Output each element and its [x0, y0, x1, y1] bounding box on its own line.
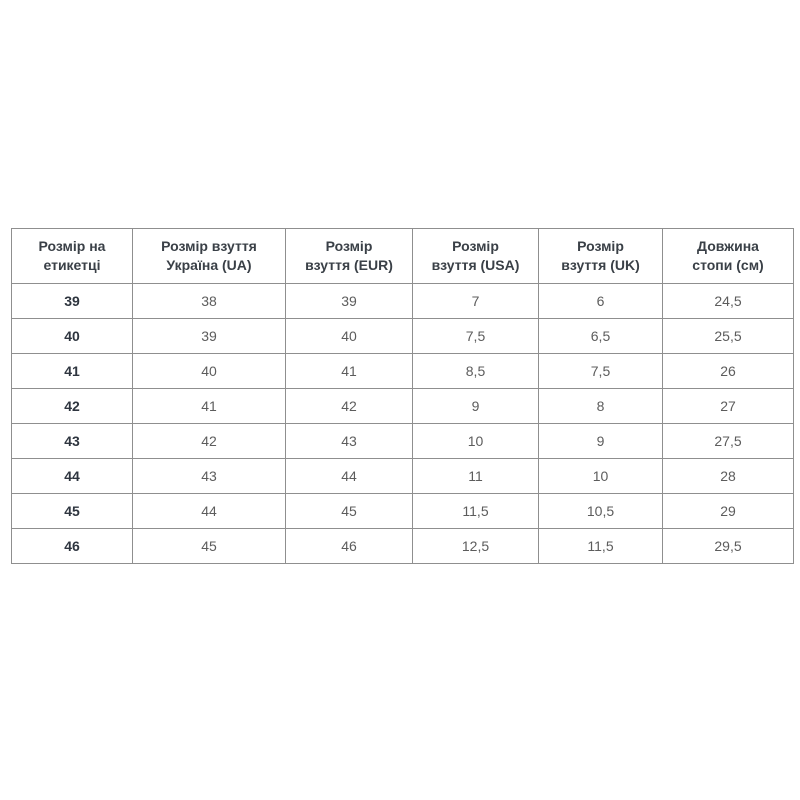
- header-text: взуття (EUR): [305, 257, 393, 273]
- cell-foot-length: 29: [663, 494, 794, 529]
- cell-foot-length: 26: [663, 354, 794, 389]
- table-row: [12, 459, 794, 494]
- cell-eur-size: 45: [286, 494, 413, 529]
- header-text: Розмір взуття: [161, 238, 257, 254]
- cell-eur-size: 44: [286, 459, 413, 494]
- cell-eur-size: 43: [286, 424, 413, 459]
- shoe-size-conversion-table: [11, 228, 794, 564]
- header-text: взуття (USA): [431, 257, 520, 273]
- cell-foot-length: 27: [663, 389, 794, 424]
- cell-uk-size: 10,5: [539, 494, 663, 529]
- cell-eur-size: 46: [286, 529, 413, 564]
- cell-usa-size: 11: [413, 459, 539, 494]
- cell-usa-size: 9: [413, 389, 539, 424]
- column-header-uk-size: [539, 229, 663, 284]
- cell-ua-size: 40: [133, 354, 286, 389]
- table-row: [12, 424, 794, 459]
- table-row: [12, 284, 794, 319]
- header-text: Розмір: [452, 238, 499, 254]
- cell-usa-size: 10: [413, 424, 539, 459]
- cell-ua-size: 41: [133, 389, 286, 424]
- cell-foot-length: 25,5: [663, 319, 794, 354]
- header-text: етикетці: [43, 257, 101, 273]
- column-header-ua-size: [133, 229, 286, 284]
- column-header-label-size: [12, 229, 133, 284]
- cell-usa-size: 8,5: [413, 354, 539, 389]
- table-row: [12, 319, 794, 354]
- cell-foot-length: 29,5: [663, 529, 794, 564]
- cell-ua-size: 38: [133, 284, 286, 319]
- table-header-row: [12, 229, 794, 284]
- cell-ua-size: 42: [133, 424, 286, 459]
- cell-ua-size: 44: [133, 494, 286, 529]
- cell-label-size: 40: [12, 319, 133, 354]
- cell-uk-size: 9: [539, 424, 663, 459]
- cell-eur-size: 39: [286, 284, 413, 319]
- cell-label-size: 44: [12, 459, 133, 494]
- cell-uk-size: 6,5: [539, 319, 663, 354]
- cell-usa-size: 12,5: [413, 529, 539, 564]
- table-row: [12, 389, 794, 424]
- cell-label-size: 42: [12, 389, 133, 424]
- header-text: стопи (см): [692, 257, 764, 273]
- cell-eur-size: 40: [286, 319, 413, 354]
- column-header-usa-size: [413, 229, 539, 284]
- cell-uk-size: 11,5: [539, 529, 663, 564]
- cell-foot-length: 27,5: [663, 424, 794, 459]
- table-row: [12, 494, 794, 529]
- header-text: Розмір на: [38, 238, 106, 254]
- cell-foot-length: 28: [663, 459, 794, 494]
- header-text: Довжина: [697, 238, 759, 254]
- cell-uk-size: 7,5: [539, 354, 663, 389]
- cell-eur-size: 41: [286, 354, 413, 389]
- header-text: Розмір: [325, 238, 373, 254]
- cell-label-size: 39: [12, 284, 133, 319]
- cell-eur-size: 42: [286, 389, 413, 424]
- cell-uk-size: 10: [539, 459, 663, 494]
- column-header-foot-length: [663, 229, 794, 284]
- column-header-eur-size: [286, 229, 413, 284]
- cell-label-size: 41: [12, 354, 133, 389]
- header-text: Розмір: [577, 238, 624, 254]
- cell-label-size: 46: [12, 529, 133, 564]
- cell-label-size: 43: [12, 424, 133, 459]
- cell-ua-size: 39: [133, 319, 286, 354]
- cell-foot-length: 24,5: [663, 284, 794, 319]
- cell-ua-size: 45: [133, 529, 286, 564]
- cell-uk-size: 6: [539, 284, 663, 319]
- cell-usa-size: 7,5: [413, 319, 539, 354]
- cell-label-size: 45: [12, 494, 133, 529]
- header-text: взуття (UK): [561, 257, 640, 273]
- cell-usa-size: 7: [413, 284, 539, 319]
- table-row: [12, 354, 794, 389]
- table-row: [12, 529, 794, 564]
- header-text: Україна (UA): [166, 257, 252, 273]
- cell-ua-size: 43: [133, 459, 286, 494]
- cell-uk-size: 8: [539, 389, 663, 424]
- cell-usa-size: 11,5: [413, 494, 539, 529]
